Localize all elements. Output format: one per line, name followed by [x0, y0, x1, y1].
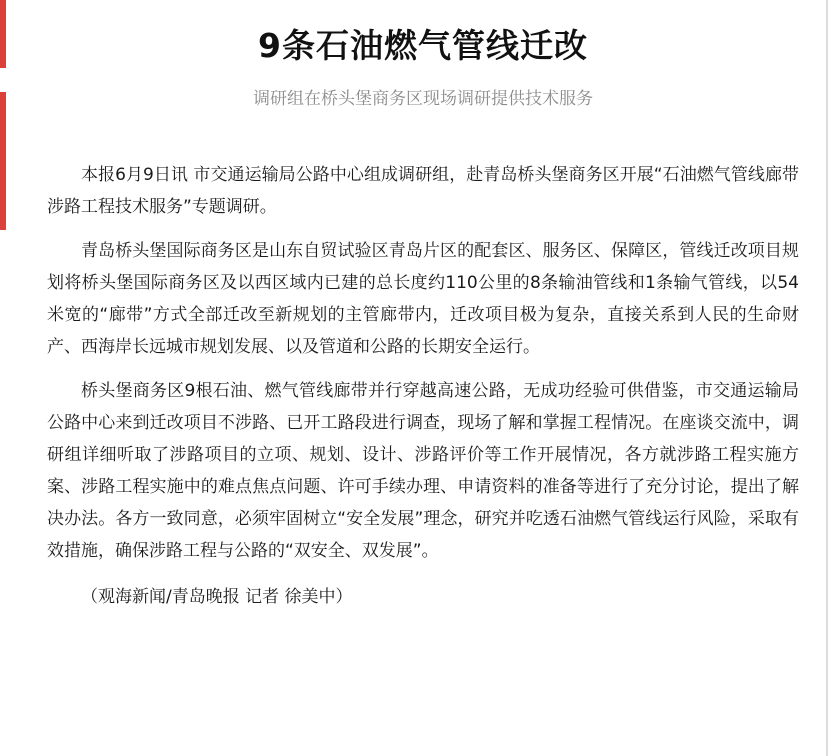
paragraph-1: 本报6月9日讯 市交通运输局公路中心组成调研组，赴青岛桥头堡商务区开展“石油燃气管线廊带涉路工程技术服务”专题调研。 — [47, 165, 799, 217]
article-title: 9条石油燃气管线迁改 — [258, 26, 588, 65]
paragraph-3: 桥头堡商务区9根石油、燃气管线廊带并行穿越高速公路，无成功经验可供借鉴，市交通运输局公路中心来到迁改项目不涉路、已开工路段进行调查，现场了解和掌握工程情况。在座谈交流中，调研组详细听取了涉路项目的立项、规划、设计、涉路评价等工作开展情况，各方就涉路工程实施方案、涉路工程实施中的难点焦点问题、许可手续办理、申请资料的准备等进行了充分讨论，提出了解决办法。各方一致同意，必须牢固树立“安全发展”理念，研究并吃透石油燃气管线运行风险，采取有效措施，确保涉路工程与公路的“双安全、双发展”。 — [47, 381, 799, 561]
paragraph-2: 青岛桥头堡国际商务区是山东自贸试验区青岛片区的配套区、服务区、保障区，管线迁改项目规划将桥头堡国际商务区及以西区域内已建的总长度约110公里的8条输油管线和1条输气管线，以54米宽的“廊带”方式全部迁改至新规划的主管廊带内，迁改项目极为复杂，直接关系到人民的生命财产、西海岸长远城市规划发展、以及管道和公路的长期安全运行。 — [47, 241, 799, 357]
article-byline: （观海新闻/青岛晚报 记者 徐美中） — [81, 587, 353, 607]
accent-bar-middle — [0, 92, 6, 230]
article — [47, 0, 799, 613]
accent-bar-top — [0, 0, 6, 68]
article-subtitle: 调研组在桥头堡商务区现场调研提供技术服务 — [253, 89, 593, 109]
